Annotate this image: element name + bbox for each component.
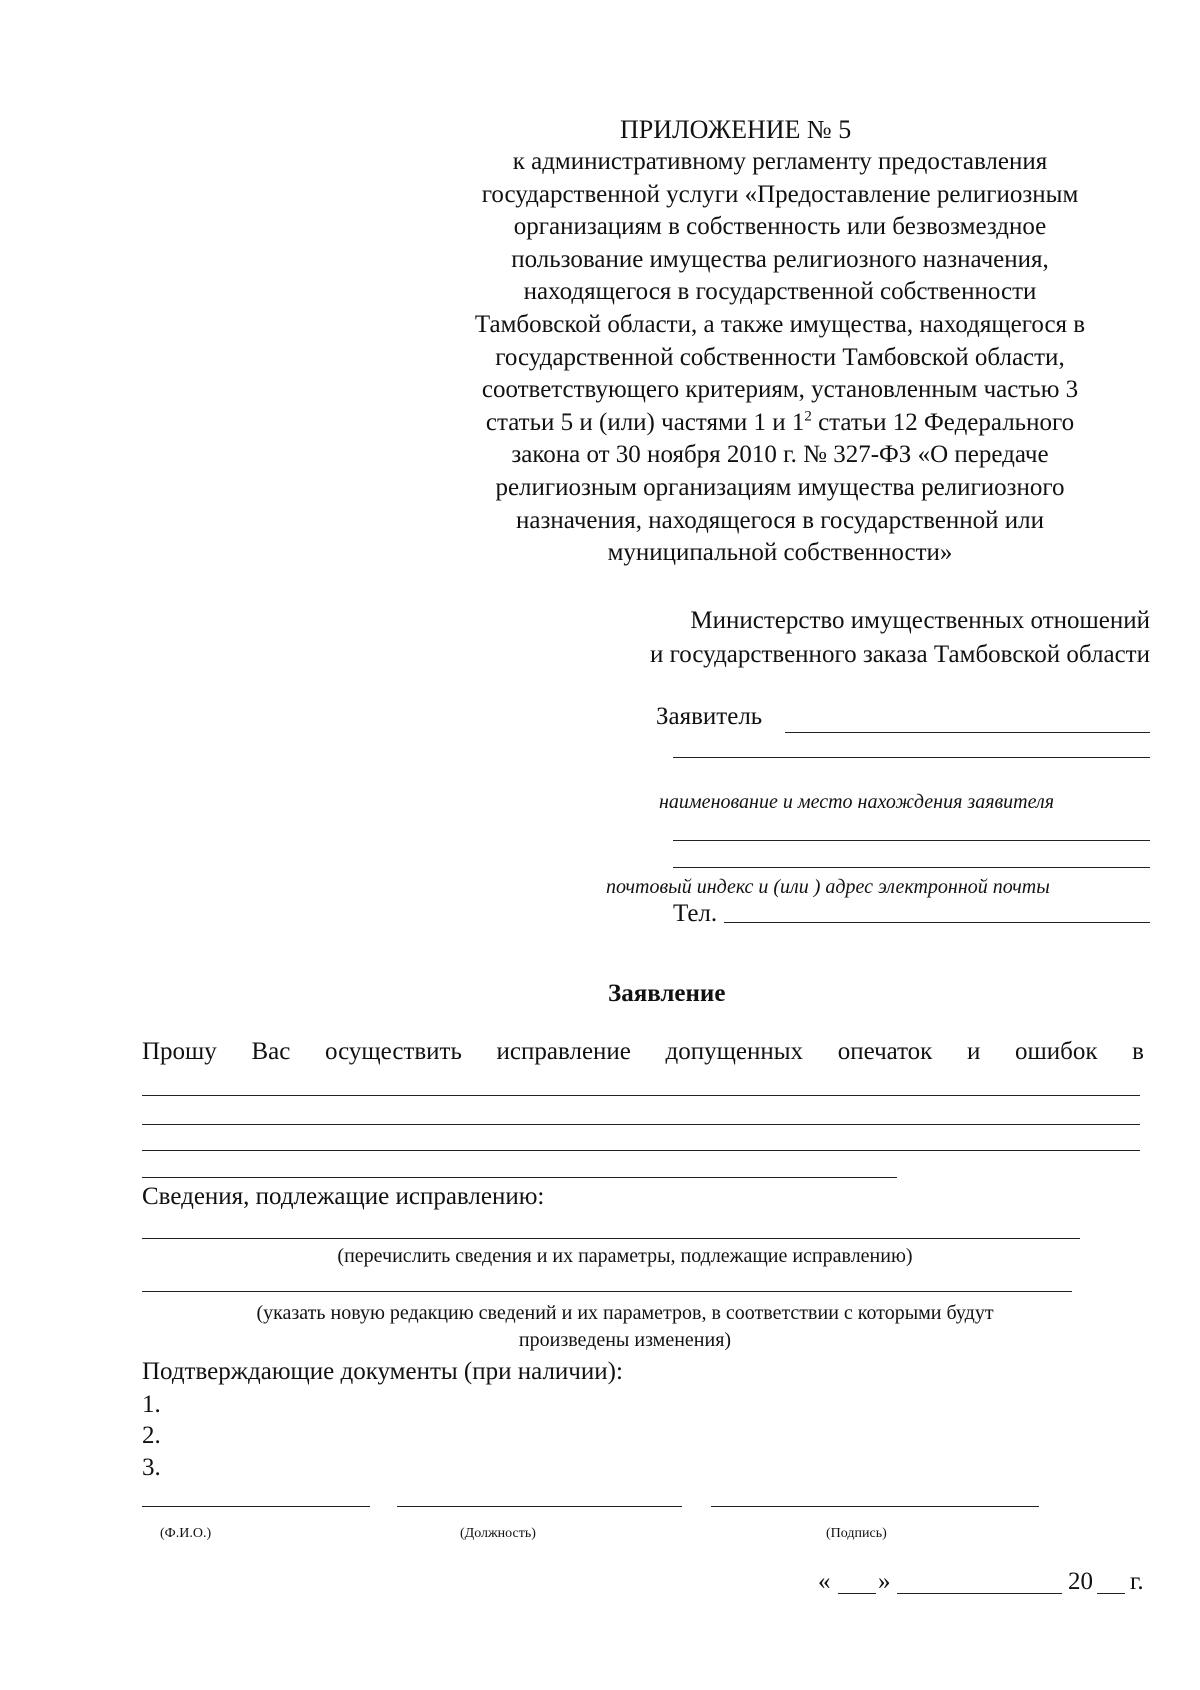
header-line: Тамбовской области, а также имущества, находящегося в — [474, 310, 1086, 338]
year-field[interactable] — [1097, 1593, 1125, 1594]
signature-field[interactable] — [711, 1506, 1039, 1507]
addressee — [500, 604, 1150, 672]
day-field[interactable] — [838, 1593, 876, 1594]
request-text: Прошу Вас осуществить исправление допущенных опечаток и ошибок в — [142, 1038, 1144, 1065]
header-line: муниципальной собственности» — [607, 539, 953, 567]
header-line: пользование имущества религиозного назначения, — [511, 245, 1049, 273]
year-suffix: г. — [1130, 1568, 1144, 1595]
statement-title: Заявление — [608, 980, 726, 1007]
ministry-line: Министерство имущественных отношений — [690, 607, 1150, 634]
superscript: 2 — [804, 408, 812, 425]
postal-hint: почтовый индекс и (или ) адрес электронной почты — [606, 876, 1050, 898]
hint-line: произведены изменения) — [518, 1329, 732, 1351]
phone-field[interactable] — [724, 922, 1150, 923]
header-line: закона от 30 ноября 2010 г. № 327-ФЗ «О передаче — [511, 441, 1049, 469]
request-line-3[interactable] — [142, 1150, 1140, 1151]
request-line-2[interactable] — [142, 1124, 1140, 1125]
header-line-part: статьи 5 и (или) частями 1 и 1 — [485, 408, 805, 436]
details-field[interactable] — [142, 1238, 1080, 1239]
applicant-label: Заявитель — [656, 703, 763, 730]
document-item: 3. — [142, 1454, 161, 1481]
header-line — [420, 407, 1140, 440]
header-line: организациям в собственность или безвозмездное — [513, 213, 1047, 241]
position-field[interactable] — [397, 1506, 682, 1507]
date-open-quote: « — [818, 1568, 831, 1595]
details-hint: (перечислить сведения и их параметры, подлежащие исправлению) — [337, 1245, 913, 1267]
details-label: Сведения, подлежащие исправлению: — [142, 1183, 545, 1210]
documents-label: Подтверждающие документы (при наличии): — [142, 1358, 623, 1385]
header-line: находящегося в государственной собственности — [523, 278, 1037, 306]
new-version-field[interactable] — [142, 1291, 1072, 1292]
applicant-address-field-2[interactable] — [673, 867, 1150, 868]
new-version-hint — [142, 1300, 1108, 1354]
request-line-4[interactable] — [142, 1177, 897, 1178]
phone-label: Тел. — [673, 900, 718, 927]
header-line: назначения, находящегося в государственной или — [516, 506, 1044, 534]
date-close-quote: » — [878, 1568, 891, 1595]
header-line: религиозным организациям имущества религиозного — [495, 473, 1065, 501]
fio-caption: (Ф.И.О.) — [160, 1526, 212, 1541]
appendix-header — [420, 146, 1140, 570]
position-caption: (Должность) — [460, 1526, 536, 1541]
fio-field[interactable] — [142, 1506, 370, 1507]
request-line-1[interactable] — [142, 1095, 1140, 1096]
applicant-name-hint: наименование и место нахождения заявителя — [659, 791, 1055, 813]
header-line: государственной собственности Тамбовской области, — [495, 343, 1065, 371]
header-line: государственной услуги «Предоставление религиозным — [481, 180, 1079, 208]
applicant-name-field-2[interactable] — [673, 757, 1150, 758]
header-line: соответствующего критериям, установленным частью 3 — [481, 376, 1079, 404]
ministry-line: и государственного заказа Тамбовской области — [650, 641, 1150, 668]
month-field[interactable] — [897, 1593, 1062, 1594]
year-prefix: 20 — [1068, 1568, 1093, 1595]
signature-caption: (Подпись) — [826, 1526, 887, 1541]
header-line: к административному регламенту предоставления — [512, 148, 1048, 175]
document-item: 2. — [142, 1422, 161, 1449]
header-line-part: статьи 12 Федерального — [811, 408, 1075, 436]
applicant-address-field[interactable] — [673, 840, 1150, 841]
document-item: 1. — [142, 1391, 161, 1418]
appendix-title: ПРИЛОЖЕНИЕ № 5 — [620, 115, 852, 144]
hint-line: (указать новую редакцию сведений и их параметров, в соответствии с которыми будут — [256, 1302, 994, 1324]
applicant-name-field[interactable] — [785, 732, 1150, 733]
